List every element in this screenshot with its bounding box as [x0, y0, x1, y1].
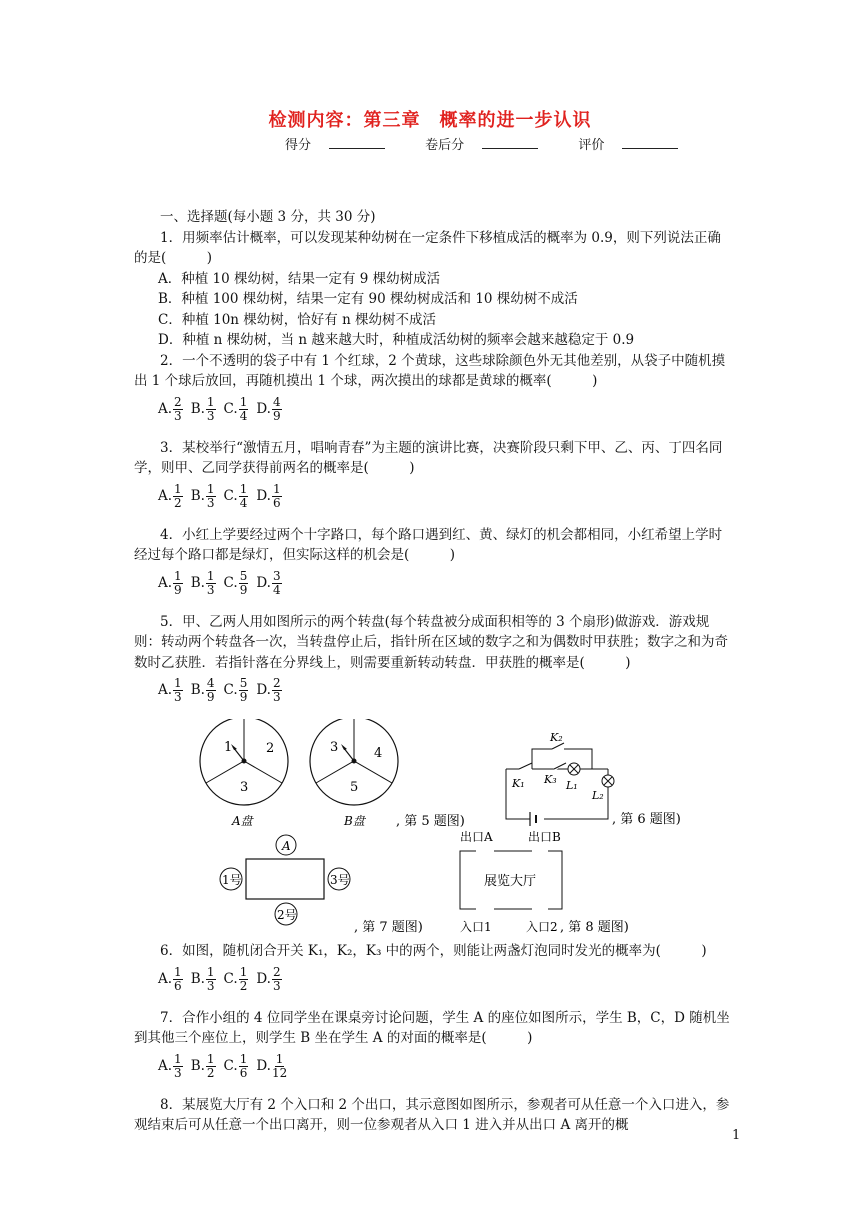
- seat-2-label: 2号: [277, 908, 297, 922]
- option-fraction: [272, 483, 282, 510]
- q4-options: [158, 570, 734, 604]
- option-c[interactable]: [224, 677, 249, 704]
- fraction-numerator: 1: [272, 481, 281, 496]
- page-title: 检测内容：第三章 概率的进一步认识: [268, 110, 592, 131]
- option-fraction: [173, 483, 183, 510]
- option-letter: B.: [190, 1057, 205, 1074]
- question-5-text: 5．甲、乙两人用如图所示的两个转盘(每个转盘被分成面积相等的 3 个扇形)做游戏．游戏规则：转动两个转盘各一次，当转盘停止后，指针所在区域的数字之和为偶数时甲获胜；数字之和为奇数时乙获胜．若指针落在分界线上，则需要重新转动转盘．甲获胜的概率是( ): [134, 613, 728, 671]
- question-4-text: 4．小红上学要经过两个十字路口，每个路口遇到红、黄、绿灯的机会都相同，小红希望上学时经过每个路口都是绿灯，但实际这样的机会是( ): [134, 526, 723, 563]
- section-heading: 一、选择题(每小题 3 分，共 30 分): [160, 209, 376, 225]
- fraction-numerator: 1: [206, 964, 215, 979]
- q3-options: [158, 483, 734, 517]
- q1-choice-a[interactable]: A．种植 10 棵幼树，结果一定有 9 棵幼树成活: [158, 270, 441, 287]
- option-d[interactable]: [256, 483, 281, 510]
- option-letter: D.: [256, 1057, 271, 1074]
- option-c[interactable]: [224, 396, 249, 423]
- option-fraction: [239, 966, 249, 993]
- exit-a-label: 出口A: [460, 830, 493, 844]
- spinner-b-label-4: 4: [374, 746, 383, 761]
- hall-wall: [548, 851, 562, 909]
- spinner-b-caption: B盘: [344, 814, 365, 828]
- seating-diagram: [220, 835, 350, 925]
- fraction-numerator: 1: [239, 481, 248, 496]
- question-8-text: 8．某展览大厅有 2 个入口和 2 个出口，其示意图如图所示，参观者可从任意一个入口进入，参观结束后可从任意一个出口离开，则一位参观者从入口 1 进入并从出口 A 离开的概: [134, 1096, 730, 1133]
- option-fraction: [239, 1053, 249, 1080]
- option-letter: D.: [256, 970, 271, 987]
- option-fraction: [272, 677, 282, 704]
- option-fraction: [173, 570, 183, 597]
- option-b[interactable]: [191, 1053, 216, 1080]
- fraction-numerator: 1: [239, 394, 248, 409]
- option-fraction: [206, 1053, 216, 1080]
- fraction-denominator: 9: [272, 408, 281, 423]
- fraction-numerator: 1: [174, 568, 182, 583]
- roll-score-field[interactable]: [425, 138, 556, 153]
- evaluation-label: 评价: [578, 138, 605, 153]
- option-letter: A.: [158, 1057, 173, 1074]
- option-b[interactable]: [191, 677, 216, 704]
- option-a[interactable]: [158, 396, 183, 423]
- fraction-denominator: 3: [206, 582, 215, 597]
- spinner-a: [200, 719, 288, 828]
- hall-name: 展览大厅: [484, 874, 537, 889]
- fraction-numerator: 1: [206, 568, 215, 583]
- spinner-b-divider: [316, 761, 354, 783]
- fraction-numerator: 4: [206, 676, 215, 690]
- option-fraction: [206, 966, 216, 993]
- entrance-1-label: 入口1: [460, 920, 492, 934]
- fraction-numerator: 2: [174, 394, 182, 409]
- switch-k1: [519, 763, 532, 769]
- fraction-numerator: 1: [174, 964, 182, 979]
- q5-options: [158, 677, 734, 711]
- option-letter: D.: [256, 574, 271, 591]
- fraction-denominator: 9: [239, 582, 248, 597]
- fraction-numerator: 3: [272, 568, 281, 583]
- option-letter: A.: [158, 970, 173, 987]
- spinner-b-pointer-tip: [341, 744, 347, 750]
- option-letter: B.: [190, 574, 205, 591]
- option-a[interactable]: [158, 1053, 183, 1080]
- entrance-2-label: 入口2: [526, 920, 558, 934]
- fraction-numerator: 1: [239, 964, 248, 979]
- option-fraction: [239, 570, 249, 597]
- fraction-denominator: 3: [174, 1065, 182, 1080]
- evaluation-blank[interactable]: [622, 136, 678, 149]
- spinner-a-label-3: 3: [240, 780, 249, 795]
- spinner-b-divider: [354, 761, 392, 783]
- fraction-denominator: 3: [206, 408, 215, 423]
- fraction-denominator: 9: [206, 690, 215, 704]
- option-letter: D.: [256, 400, 271, 417]
- spinner-a-label-2: 2: [266, 741, 275, 756]
- fraction-denominator: 4: [272, 582, 281, 597]
- fig5-caption: , 第 5 题图): [396, 814, 465, 829]
- question-6-text: 6．如图，随机闭合开关 K₁，K₂，K₃ 中的两个，则能让两盏灯泡同时发光的概率为( ): [160, 943, 707, 959]
- spinner-b-center: [352, 759, 357, 764]
- fraction-denominator: 6: [239, 1065, 248, 1080]
- option-fraction: [173, 677, 183, 704]
- option-letter: A.: [158, 682, 173, 698]
- option-a[interactable]: [158, 483, 183, 510]
- option-b[interactable]: [191, 483, 216, 510]
- l2-label: L₂: [592, 789, 604, 802]
- seat-1-label: 1号: [222, 873, 242, 887]
- q6-options: [158, 966, 734, 1000]
- fraction-denominator: 4: [239, 495, 248, 510]
- fraction-numerator: 1: [206, 1051, 215, 1066]
- fraction-denominator: 2: [174, 495, 182, 510]
- fraction-denominator: 6: [174, 978, 182, 993]
- fraction-denominator: 2: [239, 978, 248, 993]
- roll-score-blank[interactable]: [482, 136, 538, 149]
- evaluation-field[interactable]: [578, 138, 696, 153]
- option-d[interactable]: [256, 396, 281, 423]
- option-letter: B.: [190, 487, 205, 504]
- q1-choice-c[interactable]: C．种植 10n 棵幼树，恰好有 n 棵幼树不成活: [158, 311, 437, 328]
- option-fraction: [206, 483, 216, 510]
- k2-label: K₂: [550, 731, 563, 744]
- roll-score-label: 卷后分: [425, 138, 465, 153]
- option-c[interactable]: [224, 966, 249, 993]
- k3-label: K₃: [544, 773, 557, 786]
- exit-b-label: 出口B: [528, 830, 561, 844]
- fig6-caption: , 第 6 题图): [612, 812, 681, 827]
- fraction-numerator: 1: [174, 481, 182, 496]
- option-letter: B.: [190, 400, 205, 417]
- option-letter: C.: [223, 1057, 238, 1074]
- option-c[interactable]: [224, 483, 249, 510]
- option-fraction: [272, 396, 282, 423]
- q1-choice-b[interactable]: B．种植 100 棵幼树，结果一定有 90 棵幼树成活和 10 棵幼树不成活: [158, 291, 578, 307]
- figures-area: [134, 719, 734, 941]
- option-c[interactable]: [224, 1053, 249, 1080]
- spinner-b-label-3: 3: [330, 740, 339, 755]
- fraction-denominator: 9: [174, 582, 182, 597]
- option-letter: B.: [190, 682, 205, 698]
- fraction-numerator: 1: [239, 1051, 248, 1066]
- option-b[interactable]: [191, 570, 216, 597]
- option-d[interactable]: [256, 966, 281, 993]
- option-d[interactable]: [256, 1053, 287, 1080]
- score-blank[interactable]: [329, 136, 385, 149]
- fraction-denominator: 6: [272, 495, 281, 510]
- option-letter: B.: [190, 970, 205, 987]
- option-a[interactable]: [158, 570, 183, 597]
- spinner-a-center: [242, 759, 247, 764]
- spinner-b: [310, 719, 398, 828]
- option-letter: C.: [223, 487, 238, 504]
- option-fraction: [206, 677, 216, 704]
- option-fraction: [239, 396, 249, 423]
- question-7-text: 7．合作小组的 4 位同学坐在课桌旁讨论问题，学生 A 的座位如图所示，学生 B，C，D 随机坐到其他三个座位上，则学生 B 坐在学生 A 的对面的概率是( ): [134, 1009, 730, 1046]
- spinner-a-label-1: 1: [224, 740, 233, 755]
- fraction-denominator: 4: [239, 408, 248, 423]
- spinner-b-label-5: 5: [350, 780, 359, 795]
- hall-wall: [460, 851, 476, 909]
- option-letter: D.: [256, 487, 271, 504]
- score-line: [285, 134, 714, 153]
- fraction-numerator: 1: [206, 481, 215, 496]
- fraction-numerator: 2: [272, 964, 281, 979]
- table-rect: [246, 859, 324, 899]
- fraction-denominator: 9: [239, 690, 248, 704]
- option-fraction: [173, 396, 183, 423]
- option-a[interactable]: [158, 966, 183, 993]
- fraction-numerator: 5: [239, 568, 248, 583]
- seat-3-label: 3号: [330, 873, 350, 887]
- fraction-numerator: 2: [272, 676, 281, 690]
- option-letter: A.: [158, 574, 173, 591]
- fig7-caption: , 第 7 题图): [354, 920, 423, 935]
- fraction-numerator: 5: [239, 676, 248, 690]
- question-content: [134, 207, 734, 1136]
- option-fraction: [206, 570, 216, 597]
- option-fraction: [239, 483, 249, 510]
- option-d[interactable]: [256, 677, 281, 704]
- fraction-numerator: 1: [206, 394, 215, 409]
- fraction-denominator: 3: [206, 495, 215, 510]
- page-number: 1: [732, 1128, 741, 1143]
- fraction-denominator: 3: [174, 690, 182, 704]
- fraction-denominator: 12: [271, 1065, 288, 1080]
- fraction-numerator: 1: [174, 1051, 182, 1066]
- option-b[interactable]: [191, 966, 216, 993]
- fraction-numerator: 1: [174, 676, 182, 690]
- figures-svg: [134, 719, 734, 941]
- spinner-a-caption: A盘: [232, 814, 253, 828]
- spinner-a-divider: [244, 761, 282, 783]
- question-2-text: 2．一个不透明的袋子中有 1 个红球，2 个黄球，这些球除颜色外无其他差别，从袋子中随机摸出 1 个球后放回，再随机摸出 1 个球，两次摸出的球都是黄球的概率( ): [134, 352, 726, 389]
- option-c[interactable]: [224, 570, 249, 597]
- option-fraction: [239, 677, 249, 704]
- question-3-text: 3．某校举行“激情五月，唱响青春”为主题的演讲比赛，决赛阶段只剩下甲、乙、丙、丁四名同学，则甲、乙同学获得前两名的概率是( ): [134, 439, 723, 476]
- l1-label: L₁: [566, 779, 578, 792]
- q2-options: [158, 396, 734, 430]
- spinner-a-divider: [206, 761, 244, 783]
- score-label: 得分: [285, 138, 312, 153]
- question-1-text: 1．用频率估计概率，可以发现某种幼树在一定条件下移植成活的概率为 0.9，则下列说法正确的是( ): [134, 229, 721, 266]
- option-letter: C.: [223, 574, 238, 591]
- q7-options: [158, 1053, 734, 1087]
- option-letter: A.: [158, 487, 173, 504]
- switch-k3: [554, 763, 566, 769]
- option-fraction: [272, 1053, 287, 1080]
- option-b[interactable]: [191, 396, 216, 423]
- option-a[interactable]: [158, 677, 183, 704]
- fraction-denominator: 3: [174, 408, 182, 423]
- fraction-numerator: 1: [275, 1051, 284, 1066]
- option-d[interactable]: [256, 570, 281, 597]
- option-letter: A.: [158, 400, 173, 417]
- option-fraction: [206, 396, 216, 423]
- option-letter: D.: [256, 682, 271, 698]
- fraction-denominator: 3: [206, 978, 215, 993]
- fraction-numerator: 4: [272, 394, 281, 409]
- option-fraction: [272, 570, 282, 597]
- fraction-denominator: 3: [272, 690, 281, 704]
- option-fraction: [272, 966, 282, 993]
- seat-a-label: A: [282, 839, 291, 853]
- fraction-denominator: 2: [206, 1065, 215, 1080]
- option-fraction: [173, 1053, 183, 1080]
- score-field[interactable]: [285, 138, 403, 153]
- option-letter: C.: [223, 970, 238, 987]
- circuit-wire: [532, 749, 552, 769]
- hall-diagram: [460, 829, 562, 934]
- fig8-caption: , 第 8 题图): [560, 920, 629, 935]
- option-letter: C.: [223, 682, 238, 698]
- k1-label: K₁: [512, 777, 525, 790]
- option-fraction: [173, 966, 183, 993]
- circuit-diagram: [506, 731, 614, 826]
- q1-choice-d[interactable]: D．种植 n 棵幼树，当 n 越来越大时，种植成活幼树的频率会越来越稳定于 0.9: [158, 332, 635, 348]
- fraction-denominator: 3: [272, 978, 281, 993]
- option-letter: C.: [223, 400, 238, 417]
